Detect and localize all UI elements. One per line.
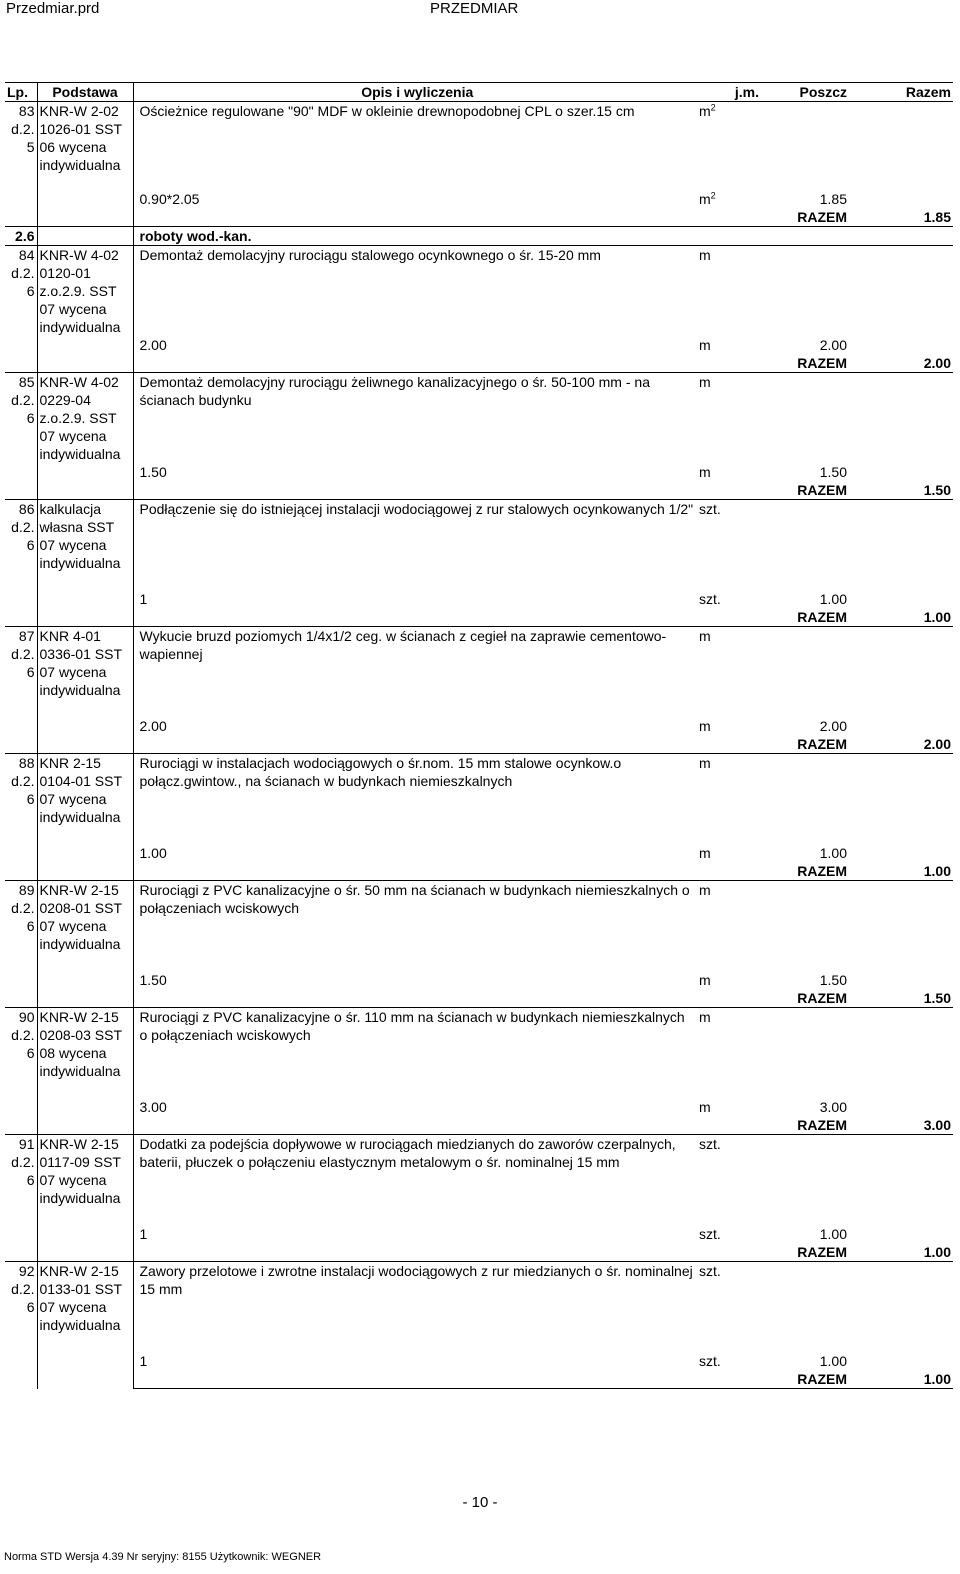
unit-text: m <box>699 972 711 988</box>
table-body <box>5 102 953 1389</box>
calc-empty <box>849 717 953 735</box>
unit-text: m <box>699 882 711 898</box>
calc-row <box>5 1352 953 1370</box>
item-empty <box>761 373 849 464</box>
calc-row <box>5 844 953 862</box>
unit-text: m <box>699 374 711 390</box>
item-empty <box>761 1262 849 1353</box>
item-empty <box>761 102 849 191</box>
item-podstawa: KNR-W 4-02 0120-01 z.o.2.9. SST 07 wycena indywidualna <box>37 246 133 373</box>
unit-text: szt. <box>699 1263 721 1279</box>
unit-text: m <box>699 628 711 644</box>
razem-value: 2.00 <box>923 736 951 752</box>
razem-empty <box>133 989 697 1008</box>
razem-empty <box>697 1243 761 1262</box>
calc-empty <box>849 336 953 354</box>
razem-value: 1.85 <box>923 209 951 225</box>
item-podstawa: KNR-W 2-15 0133-01 SST 07 wycena indywidualna <box>37 1262 133 1389</box>
razem-row <box>5 862 953 881</box>
razem-empty <box>133 1243 697 1262</box>
razem-label: RAZEM <box>797 736 847 752</box>
razem-label: RAZEM <box>761 1370 849 1389</box>
calc-expression: 1.00 <box>139 845 167 861</box>
razem-row <box>5 208 953 227</box>
section-empty <box>37 227 133 246</box>
calc-unit <box>697 463 761 481</box>
unit-text: m <box>699 247 711 263</box>
unit-text: szt. <box>699 1226 721 1242</box>
item-description: Rurociągi z PVC kanalizacyjne o śr. 110 mm na ścianach w budynkach niemieszkalnych o połączeniach wciskowych <box>133 1008 697 1099</box>
item-unit <box>697 881 761 972</box>
calc-poszcz: 1.50 <box>819 972 847 988</box>
razem-label: RAZEM <box>797 1244 847 1260</box>
calc-empty <box>849 1098 953 1116</box>
razem-empty <box>133 1370 697 1389</box>
calc-poszcz: 2.00 <box>819 337 847 353</box>
footer-info: Norma STD Wersja 4.39 Nr seryjny: 8155 Użytkownik: WEGNER <box>4 1551 322 1563</box>
table-row <box>5 1262 953 1353</box>
item-unit <box>697 1135 761 1226</box>
item-empty <box>849 246 953 337</box>
razem-label: RAZEM <box>797 355 847 371</box>
calc-empty <box>849 190 953 208</box>
calc-expression: 3.00 <box>139 1099 167 1115</box>
item-empty <box>849 1135 953 1226</box>
table-header-row <box>5 83 953 102</box>
col-podstawa: Podstawa <box>37 83 133 102</box>
calc-row <box>5 590 953 608</box>
razem-empty <box>133 608 697 627</box>
table-row <box>5 500 953 591</box>
unit-text: szt. <box>699 591 721 607</box>
calc-poszcz: 1.00 <box>819 591 847 607</box>
table-row <box>5 246 953 337</box>
item-empty <box>849 373 953 464</box>
item-lp: 86 d.2. 6 <box>5 500 37 627</box>
table-row <box>5 102 953 191</box>
razem-value: 1.00 <box>923 609 951 625</box>
razem-row <box>5 1370 953 1389</box>
item-lp: 83 d.2. 5 <box>5 102 37 227</box>
razem-empty <box>697 481 761 500</box>
unit-text: m <box>699 718 711 734</box>
item-lp: 89 d.2. 6 <box>5 881 37 1008</box>
calc-row <box>5 1098 953 1116</box>
calc-unit <box>697 717 761 735</box>
calc-row <box>5 717 953 735</box>
item-unit <box>697 373 761 464</box>
razem-value: 1.00 <box>849 1370 953 1389</box>
item-podstawa: KNR-W 2-15 0117-09 SST 07 wycena indywidualna <box>37 1135 133 1262</box>
razem-value: 1.00 <box>923 1244 951 1260</box>
table-row <box>5 1008 953 1099</box>
calc-expression: 1.50 <box>139 464 167 480</box>
item-empty <box>761 246 849 337</box>
item-unit <box>697 754 761 845</box>
section-number: 2.6 <box>5 227 37 246</box>
razem-value: 1.50 <box>923 482 951 498</box>
item-empty <box>761 881 849 972</box>
calc-expression: 1 <box>139 1226 148 1242</box>
calc-poszcz: 1.85 <box>819 191 847 207</box>
item-empty <box>761 1135 849 1226</box>
item-empty <box>849 1008 953 1099</box>
item-empty <box>849 500 953 591</box>
razem-label: RAZEM <box>797 863 847 879</box>
calc-expression: 2.00 <box>139 718 167 734</box>
calc-expression: 1.50 <box>139 972 167 988</box>
table-row <box>5 373 953 464</box>
item-empty <box>849 102 953 191</box>
item-unit <box>697 102 761 191</box>
calc-row <box>5 1225 953 1243</box>
item-description: Podłączenie się do istniejącej instalacji wodociągowej z rur stalowych ocynkowanych 1/2" <box>133 500 697 591</box>
unit-text: szt. <box>699 501 721 517</box>
razem-row <box>5 481 953 500</box>
item-description: Wykucie bruzd poziomych 1/4x1/2 ceg. w ścianach z cegieł na zaprawie cementowo-wapiennej <box>133 627 697 718</box>
item-podstawa: kalkulacja własna SST 07 wycena indywidualna <box>37 500 133 627</box>
item-empty <box>849 1262 953 1353</box>
col-poszcz: Poszcz <box>761 83 849 102</box>
item-lp: 91 d.2. 6 <box>5 1135 37 1262</box>
item-description: Dodatki za podejścia dopływowe w rurociągach miedzianych do zaworów czerpalnych, baterii, płuczek o połączeniu elastycznym metalowym o śr. nominalnej 15 mm <box>133 1135 697 1226</box>
calc-unit <box>697 1098 761 1116</box>
unit-text: m <box>699 845 711 861</box>
razem-row <box>5 989 953 1008</box>
razem-row <box>5 1243 953 1262</box>
item-lp: 90 d.2. 6 <box>5 1008 37 1135</box>
calc-unit <box>697 336 761 354</box>
calc-row <box>5 971 953 989</box>
table-row <box>5 881 953 972</box>
calc-unit <box>697 1225 761 1243</box>
przedmiar-table <box>5 82 953 1389</box>
calc-poszcz: 1.00 <box>819 845 847 861</box>
col-jm: j.m. <box>697 83 761 102</box>
item-description: Ościeżnice regulowane "90" MDF w okleinie drewnopodobnej CPL o szer.15 cm <box>133 102 697 191</box>
razem-empty <box>133 862 697 881</box>
calc-expression: 2.00 <box>139 337 167 353</box>
item-empty <box>849 627 953 718</box>
unit-text: szt. <box>699 1136 721 1152</box>
calc-expression: 1 <box>139 1353 148 1369</box>
calc-poszcz: 1.00 <box>819 1353 847 1369</box>
calc-empty <box>849 1225 953 1243</box>
calc-unit <box>697 971 761 989</box>
razem-value: 1.00 <box>923 863 951 879</box>
item-podstawa: KNR-W 2-15 0208-01 SST 07 wycena indywidualna <box>37 881 133 1008</box>
calc-empty <box>849 463 953 481</box>
razem-empty <box>697 1116 761 1135</box>
item-lp: 87 d.2. 6 <box>5 627 37 754</box>
table-row <box>5 1135 953 1226</box>
col-opis: Opis i wyliczenia <box>133 83 697 102</box>
page-number: - 10 - <box>462 1494 498 1511</box>
item-lp: 85 d.2. 6 <box>5 373 37 500</box>
calc-poszcz: 1.00 <box>819 1226 847 1242</box>
table-row <box>5 627 953 718</box>
item-podstawa: KNR 4-01 0336-01 SST 07 wycena indywidualna <box>37 627 133 754</box>
item-podstawa: KNR-W 2-02 1026-01 SST 06 wycena indywidualna <box>37 102 133 227</box>
item-unit <box>697 1262 761 1353</box>
calc-empty <box>849 844 953 862</box>
calc-poszcz: 2.00 <box>819 718 847 734</box>
razem-label: RAZEM <box>797 609 847 625</box>
razem-empty <box>133 735 697 754</box>
razem-empty <box>697 735 761 754</box>
razem-row <box>5 735 953 754</box>
calc-poszcz: 3.00 <box>819 1099 847 1115</box>
unit-text: m <box>699 1099 711 1115</box>
item-description: Demontaż demolacyjny rurociągu stalowego ocynkownego o śr. 15-20 mm <box>133 246 697 337</box>
calc-row <box>5 190 953 208</box>
item-empty <box>761 627 849 718</box>
razem-empty <box>697 989 761 1008</box>
calc-unit <box>697 190 761 208</box>
calc-unit <box>697 844 761 862</box>
calc-row <box>5 336 953 354</box>
unit-text: szt. <box>699 1353 721 1369</box>
razem-label: RAZEM <box>797 990 847 1006</box>
item-podstawa: KNR 2-15 0104-01 SST 07 wycena indywidualna <box>37 754 133 881</box>
razem-empty <box>133 1116 697 1135</box>
unit-text: m <box>699 337 711 353</box>
razem-empty <box>133 208 697 227</box>
razem-value: 2.00 <box>923 355 951 371</box>
item-unit <box>697 246 761 337</box>
razem-row <box>5 354 953 373</box>
calc-poszcz: 1.50 <box>819 464 847 480</box>
razem-label: RAZEM <box>797 209 847 225</box>
razem-empty <box>697 208 761 227</box>
unit-text: m <box>699 1009 711 1025</box>
razem-value: 1.50 <box>923 990 951 1006</box>
razem-row <box>5 1116 953 1135</box>
item-description: Zawory przelotowe i zwrotne instalacji wodociągowych z rur miedzianych o śr. nominalnej 15 mm <box>133 1262 697 1353</box>
calc-expression: 1 <box>139 591 148 607</box>
unit-text: m <box>699 464 711 480</box>
item-empty <box>761 754 849 845</box>
item-empty <box>849 881 953 972</box>
section-title: roboty wod.-kan. <box>133 227 953 246</box>
item-description: Demontaż demolacyjny rurociągu żeliwnego kanalizacyjnego o śr. 50-100 mm - na ścianach budynku <box>133 373 697 464</box>
razem-empty <box>697 1370 761 1389</box>
item-description: Rurociągi w instalacjach wodociągowych o śr.nom. 15 mm stalowe ocynkow.o połącz.gwintow., na ścianach w budynkach niemieszkalnych <box>133 754 697 845</box>
item-empty <box>849 754 953 845</box>
razem-empty <box>697 608 761 627</box>
calc-unit <box>697 1352 761 1370</box>
unit-text: $m^2$ <box>699 102 716 119</box>
item-unit <box>697 1008 761 1099</box>
unit-text: m <box>699 755 711 771</box>
calc-expression: 0.90*2.05 <box>139 191 200 207</box>
file-name: Przedmiar.prd <box>6 0 100 17</box>
item-description: Rurociągi z PVC kanalizacyjne o śr. 50 mm na ścianach w budynkach niemieszkalnych o połączeniach wciskowych <box>133 881 697 972</box>
calc-unit <box>697 590 761 608</box>
col-lp: Lp. <box>5 83 37 102</box>
item-podstawa: KNR-W 2-15 0208-03 SST 08 wycena indywidualna <box>37 1008 133 1135</box>
razem-label: RAZEM <box>797 482 847 498</box>
razem-empty <box>133 481 697 500</box>
unit-text: $m^2$ <box>699 190 716 207</box>
item-unit <box>697 500 761 591</box>
razem-empty <box>133 354 697 373</box>
calc-row <box>5 463 953 481</box>
razem-empty <box>697 862 761 881</box>
razem-value: 3.00 <box>923 1117 951 1133</box>
razem-label: RAZEM <box>797 1117 847 1133</box>
table-row <box>5 754 953 845</box>
item-empty <box>761 500 849 591</box>
item-lp: 84 d.2. 6 <box>5 246 37 373</box>
razem-row <box>5 608 953 627</box>
calc-empty <box>849 971 953 989</box>
razem-empty <box>697 354 761 373</box>
calc-empty <box>849 590 953 608</box>
document-title: PRZEDMIAR <box>430 0 519 17</box>
item-lp: 88 d.2. 6 <box>5 754 37 881</box>
item-unit <box>697 627 761 718</box>
item-empty <box>761 1008 849 1099</box>
section-row <box>5 227 953 246</box>
item-podstawa: KNR-W 4-02 0229-04 z.o.2.9. SST 07 wycena indywidualna <box>37 373 133 500</box>
item-lp: 92 d.2. 6 <box>5 1262 37 1389</box>
col-razem: Razem <box>849 83 953 102</box>
calc-empty <box>849 1352 953 1370</box>
